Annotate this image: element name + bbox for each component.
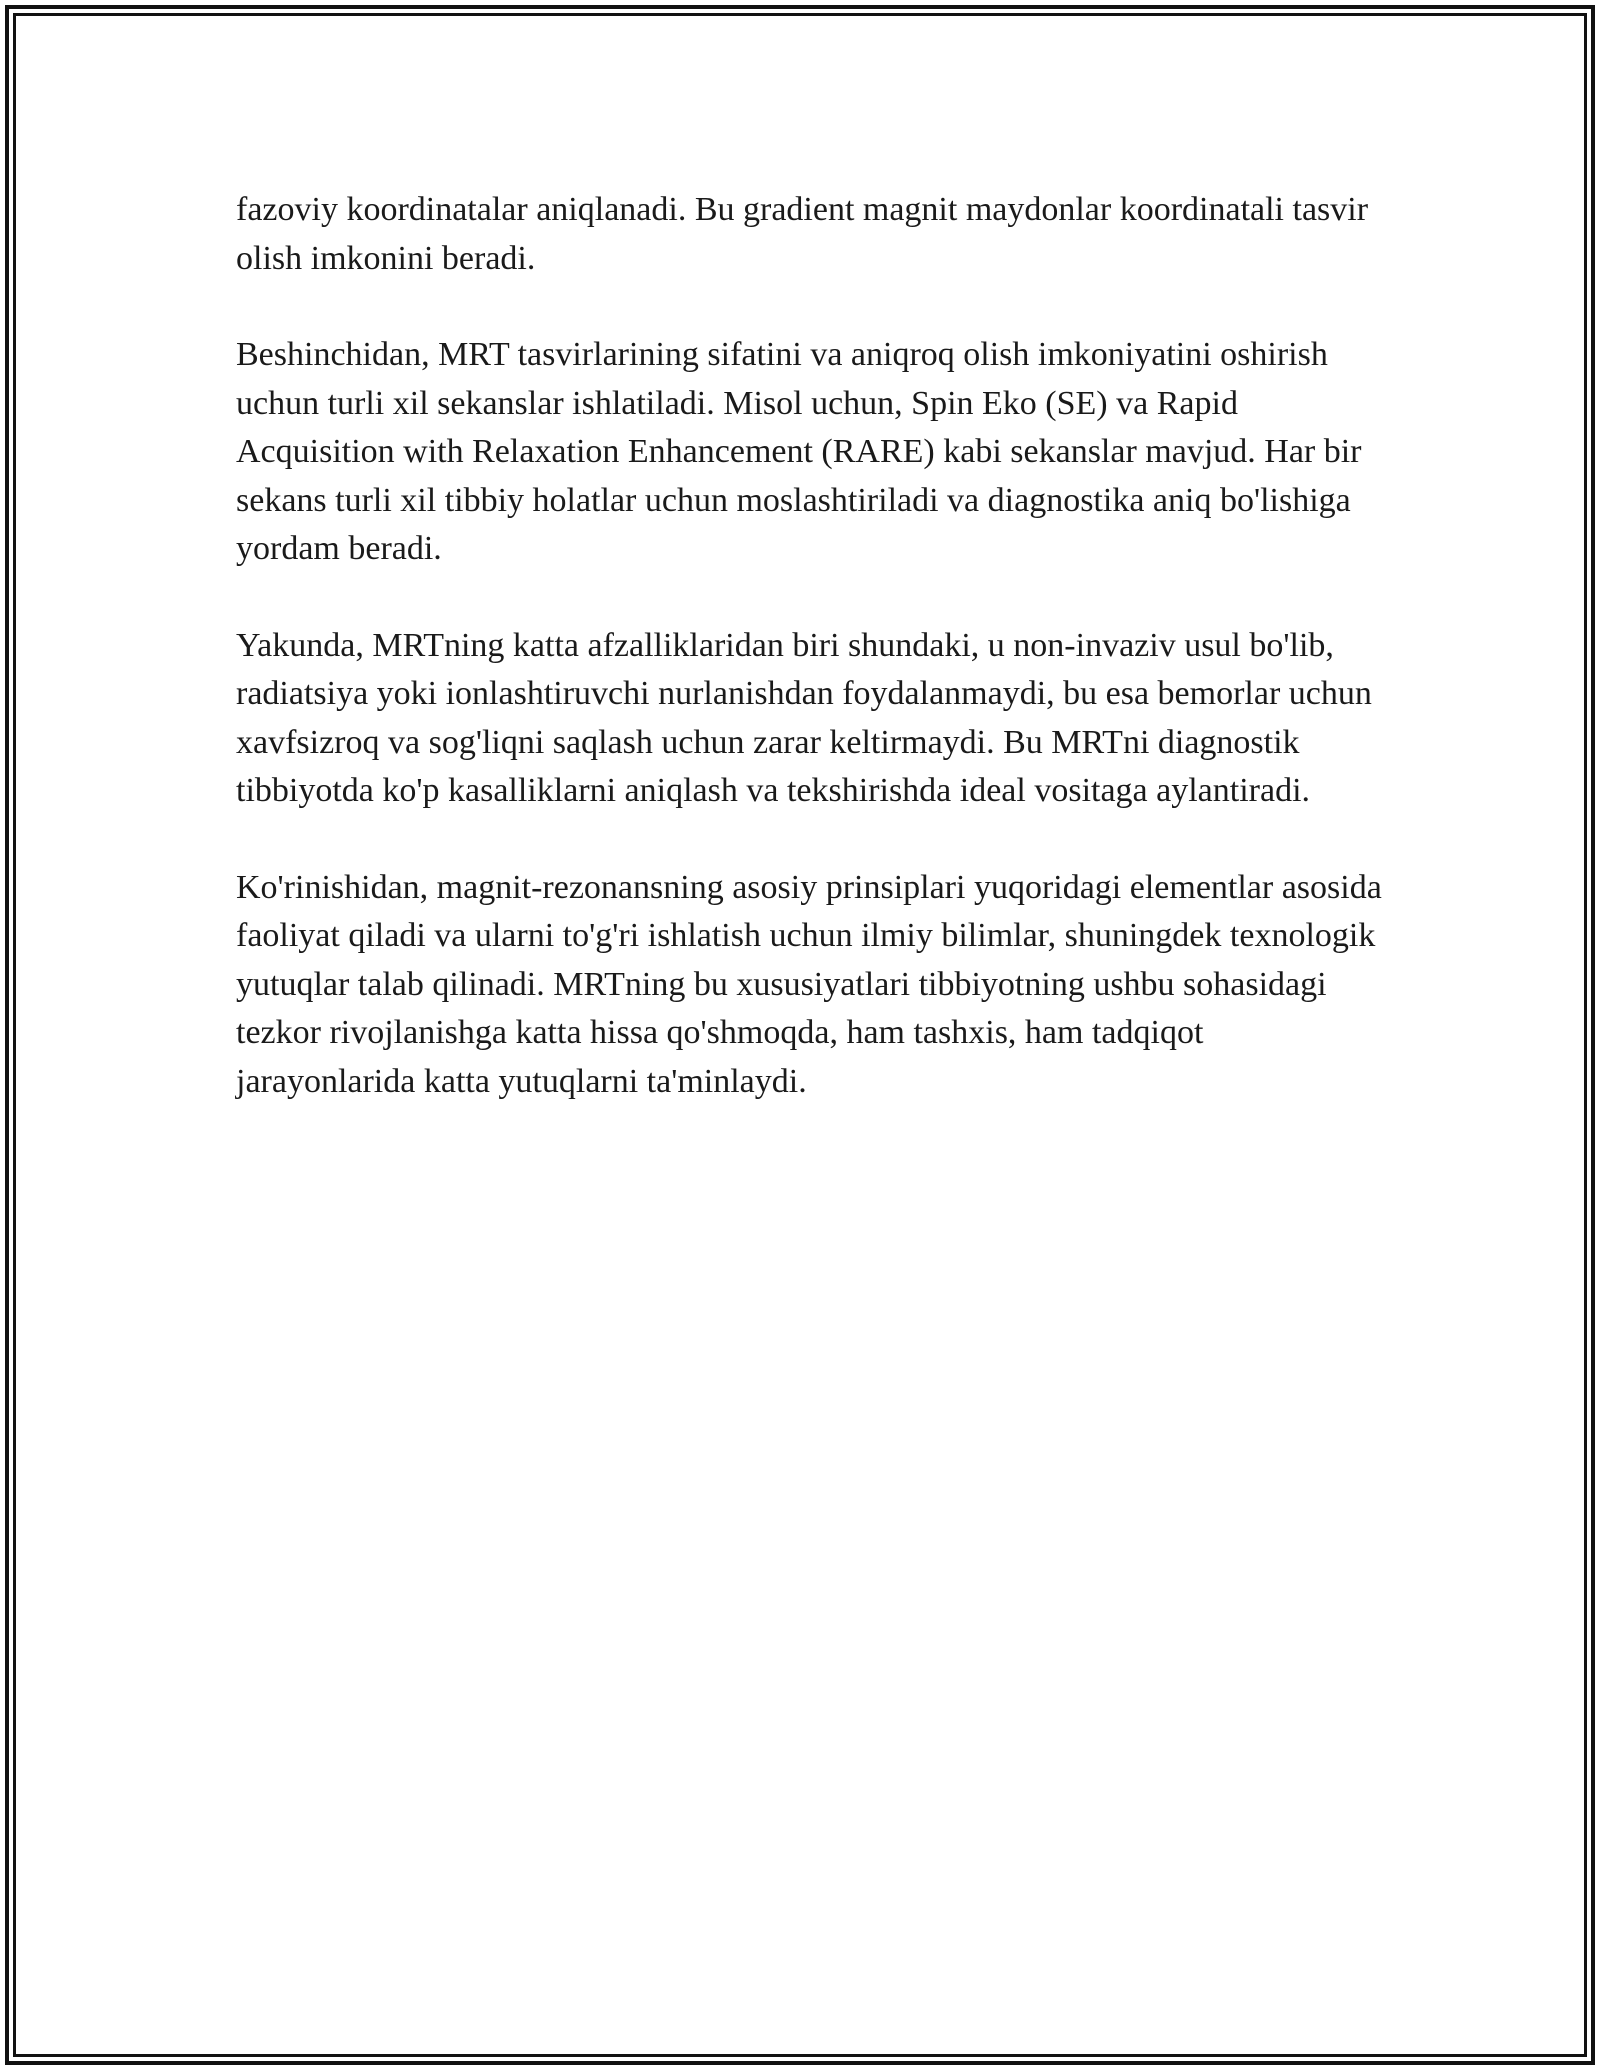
- paragraph-2: Beshinchidan, MRT tasvirlarining sifatini va aniqroq olish imkoniyatini oshirish uchun turli xil sekanslar ishlatiladi. Misol uchun, Spin Eko (SE) va Rapid Acquisition with Relaxation Enhancement (RARE) kabi sekanslar mavjud. Har bir sekans turli xil tibbiy holatlar uchun moslashtiriladi va diagnostika aniq bo'lishiga yordam beradi.: [236, 336, 1362, 567]
- paragraph-1: fazoviy koordinatalar aniqlanadi. Bu gradient magnit maydonlar koordinatali tasvir olish imkonini beradi.: [236, 191, 1369, 277]
- paragraph-4: Ko'rinishidan, magnit-rezonansning asosiy prinsiplari yuqoridagi elementlar asosida faoliyat qiladi va ularni to'g'ri ishlatish uchun ilmiy bilimlar, shuningdek texnologik yutuqlar talab qilinadi. MRTning bu xususiyatlari tibbiyotning ushbu sohasidagi tezkor rivojlanishga katta hissa qo'shmoqda, ham tashxis, ham tadqiqot jarayonlarida katta yutuqlarni ta'minlaydi.: [236, 868, 1382, 1100]
- document-body: [236, 186, 1386, 1106]
- paragraph-3: Yakunda, MRTning katta afzalliklaridan biri shundaki, u non-invaziv usul bo'lib, radiatsiya yoki ionlashtiruvchi nurlanishdan foydalanmaydi, bu esa bemorlar uchun xavfsizroq va sog'liqni saqlash uchun zarar keltirmaydi. Bu MRTni diagnostik tibbiyotda ko'p kasalliklarni aniqlash va tekshirishda ideal vositaga aylantiradi.: [236, 626, 1372, 809]
